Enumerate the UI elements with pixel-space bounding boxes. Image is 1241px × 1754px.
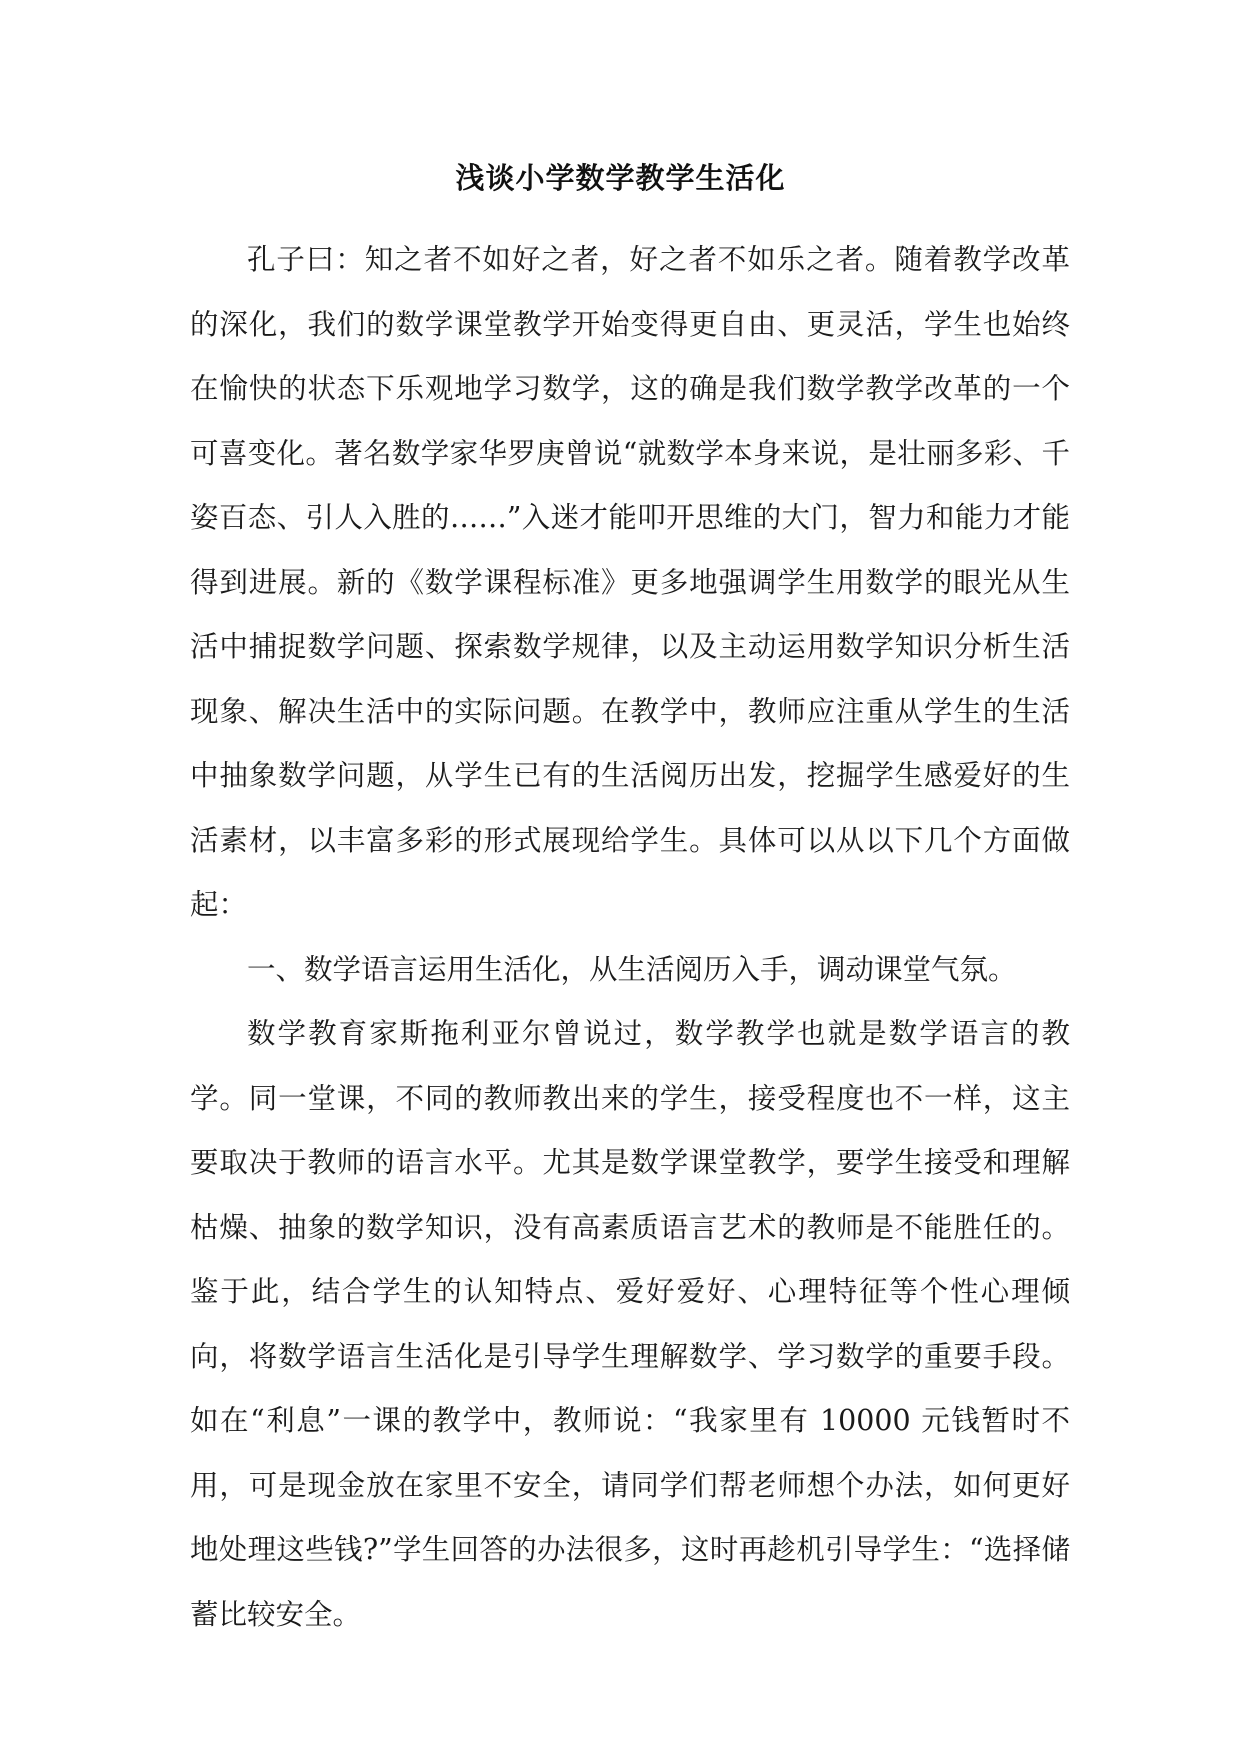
section-heading-1: 一、数学语言运用生活化，从生活阅历入手，调动课堂气氛。 xyxy=(247,952,1017,986)
paragraph-intro: 孔子曰：知之者不如好之者，好之者不如乐之者。随着教学改革的深化，我们的数学课堂教学开始变得更自由、更灵活，学生也始终在愉快的状态下乐观地学习数学，这的确是我们数学教学改革的一个可喜变化。著名数学家华罗庚曾说“就数学本身来说，是壮丽多彩、千姿百态、引人入胜的……”入迷才能叩开思维的大门，智力和能力才能得到进展。新的《数学课程标准》更多地强调学生用数学的眼光从生活中捕捉数学问题、探索数学规律，以及主动运用数学知识分析生活现象、解决生活中的实际问题。在教学中，教师应注重从学生的生活中抽象数学问题，从学生已有的生活阅历出发，挖掘学生感爱好的生活素材，以丰富多彩的形式展现给学生。具体可以从以下几个方面做起： xyxy=(190,243,1070,921)
document-title: 浅谈小学数学教学生活化 xyxy=(455,161,786,195)
paragraph-language: 数学教育家斯拖利亚尔曾说过，数学教学也就是数学语言的教学。同一堂课，不同的教师教出来的学生，接受程度也不一样，这主要取决于教师的语言水平。尤其是数学课堂教学，要学生接受和理解枯燥、抽象的数学知识，没有高素质语言艺术的教师是不能胜任的。鉴于此，结合学生的认知特点、爱好爱好、心理特征等个性心理倾向，将数学语言生活化是引导学生理解数学、学习数学的重要手段。如在“利息”一课的教学中，教师说：“我家里有 10000 元钱暂时不用，可是现金放在家里不安全，请同学们帮老师想个办法，如何更好地处理这些钱?”学生回答的办法很多，这时再趁机引导学生：“选择储蓄比较安全。 xyxy=(190,1017,1070,1631)
document-body xyxy=(190,228,1070,1647)
